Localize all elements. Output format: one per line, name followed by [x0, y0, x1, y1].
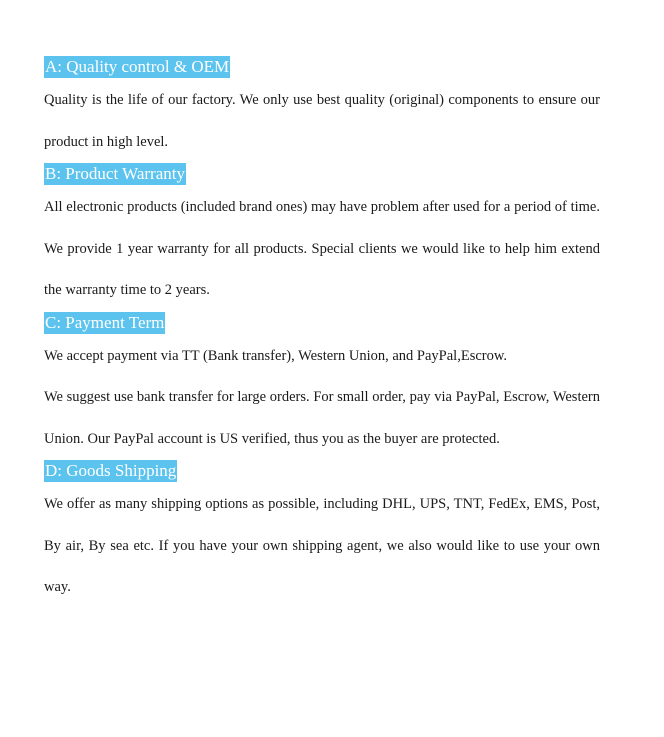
section-heading-payment-term: C: Payment Term: [45, 312, 165, 332]
paragraph-warranty: All electronic products (included brand ones) may have problem after used for a period of time. We provide 1 year warranty for all products. Special clients we would like to help him extend the warranty time to 2 years.: [44, 199, 600, 298]
section-quality-control: [44, 56, 600, 163]
section-product-warranty: [44, 163, 600, 312]
paragraph-quality: Quality is the life of our factory. We only use best quality (original) components to ensure our product in high level.: [44, 92, 600, 150]
section-goods-shipping: [44, 460, 600, 609]
heading-row: [44, 312, 600, 336]
heading-row: [44, 460, 600, 484]
section-heading-goods-shipping: D: Goods Shipping: [45, 461, 177, 480]
section-payment-term: [44, 312, 600, 461]
section-heading-product-warranty: B: Product Warranty: [45, 164, 185, 183]
document-body: [44, 56, 600, 609]
paragraph-payment-suggestion: We suggest use bank transfer for large orders. For small order, pay via PayPal, Escrow, Western Union. Our PayPal account is US verified, thus you as the buyer are protected.: [44, 389, 600, 447]
paragraph-payment-methods: We accept payment via TT (Bank transfer), Western Union, and PayPal,Escrow.: [44, 347, 508, 364]
paragraph-shipping: We offer as many shipping options as possible, including DHL, UPS, TNT, FedEx, EMS, Post, By air, By sea etc. If you have your own shipping agent, we also would like to use your own way.: [44, 496, 600, 595]
heading-row: [44, 56, 600, 80]
heading-row: [44, 163, 600, 187]
section-heading-quality-control: A: Quality control & OEM: [45, 57, 230, 76]
